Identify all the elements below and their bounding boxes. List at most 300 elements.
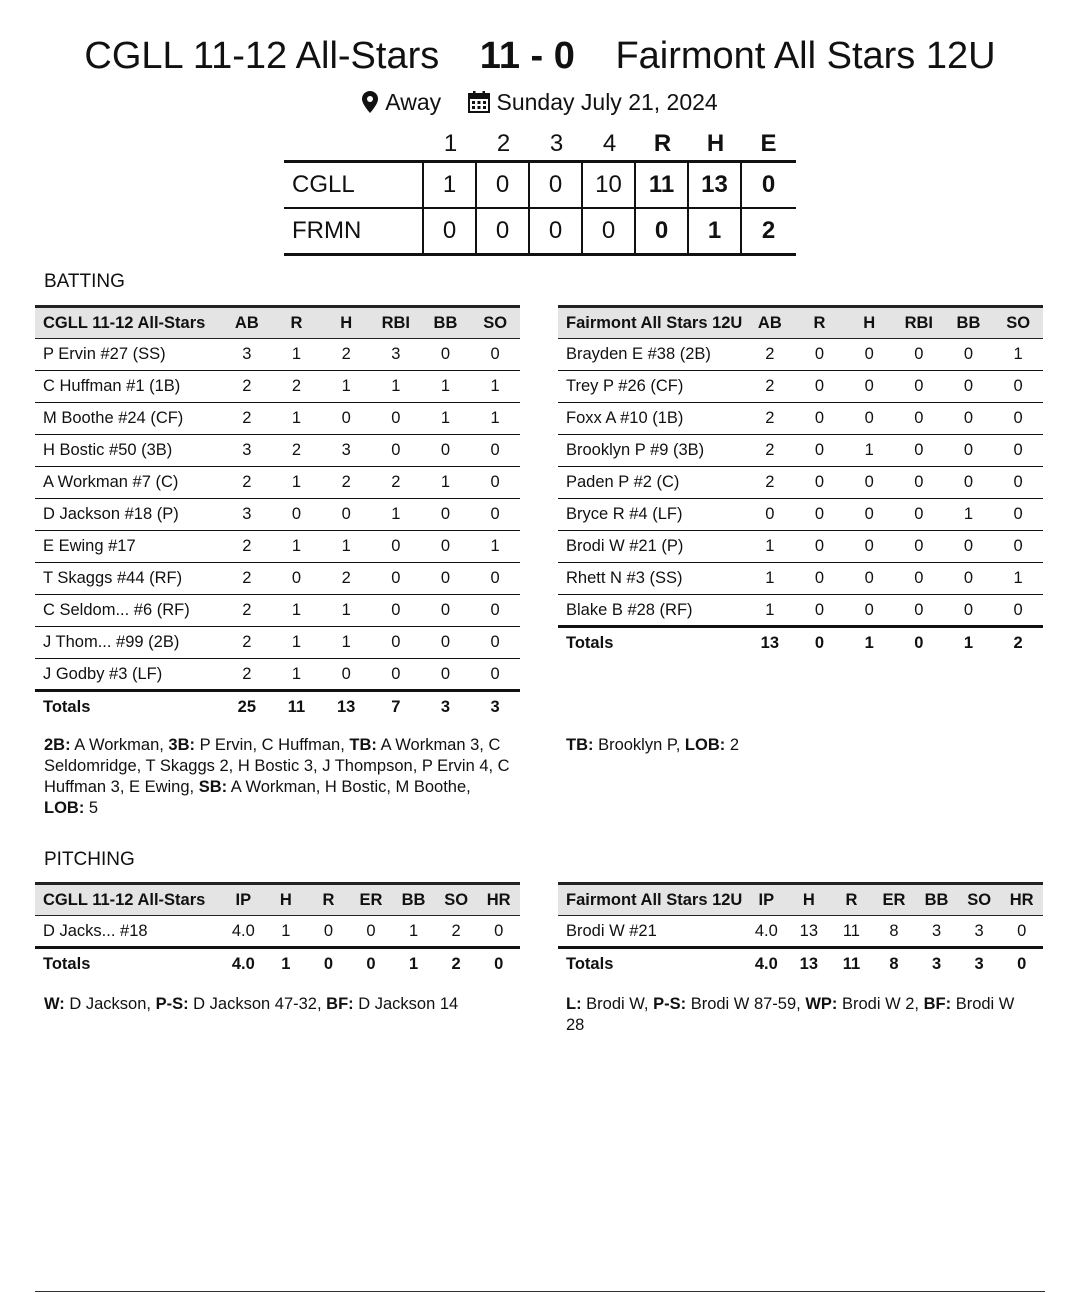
stat-cell: 0 — [391, 633, 401, 651]
table-row — [35, 595, 520, 627]
stat-cell: 1 — [341, 537, 351, 555]
table-header-row — [558, 884, 1043, 916]
batting-notes-away — [566, 735, 1036, 756]
batting-section-title: BATTING — [44, 271, 125, 292]
total-cell: 0 — [366, 955, 376, 974]
stat-cell: 0 — [814, 537, 825, 555]
table-row — [558, 563, 1043, 595]
stat-cell: 0 — [440, 441, 451, 459]
stat-cell: 0 — [914, 345, 924, 363]
stat-cell: 1 — [291, 633, 302, 651]
pitching-notes-away — [566, 994, 1036, 1036]
total-cell: 1 — [408, 955, 419, 974]
player-name: Brayden E #38 (2B) — [566, 345, 711, 363]
hits-header: H — [706, 130, 725, 157]
stat-cell: 1 — [490, 409, 500, 427]
column-header: SO — [958, 884, 1001, 916]
stat-cell: 1 — [341, 633, 351, 651]
stat-cell: 1 — [291, 537, 302, 555]
stat-cell: 2 — [765, 345, 775, 363]
note-text: Brodi W 28 — [566, 995, 1015, 1034]
stat-cell: 2 — [291, 441, 302, 459]
total-cell: 11 — [842, 955, 861, 974]
stat-cell: 2 — [451, 921, 461, 940]
note-label: BF: — [923, 995, 952, 1013]
column-header: BB — [392, 884, 435, 916]
note-text: A Workman, H Bostic, M Boothe, — [227, 778, 471, 796]
note-label: P-S: — [155, 995, 189, 1013]
stat-cell: 0 — [1013, 600, 1023, 619]
stat-cell: 1 — [291, 664, 302, 683]
player-name: H Bostic #50 (3B) — [43, 441, 173, 459]
note-label: P-S: — [653, 995, 687, 1013]
stat-cell: 2 — [242, 601, 252, 619]
player-name: M Boothe #24 (CF) — [43, 409, 184, 427]
stat-cell: 1 — [864, 441, 874, 459]
errors-total: 2 — [761, 217, 776, 244]
stat-cell: 0 — [864, 505, 874, 523]
inning-header: 4 — [602, 130, 617, 157]
stat-cell: 0 — [814, 409, 825, 427]
line-score — [284, 128, 796, 256]
table-row — [558, 339, 1043, 371]
column-header: BB — [915, 884, 958, 916]
stat-cell: 13 — [799, 921, 819, 940]
note-text: 5 — [84, 799, 99, 817]
stat-cell: 0 — [864, 473, 874, 491]
total-cell: 0 — [1017, 955, 1027, 974]
total-cell: 2 — [451, 955, 461, 974]
pitching-table-home — [35, 882, 520, 981]
table-row — [35, 499, 520, 531]
stat-cell: 0 — [490, 569, 500, 587]
stat-cell: 2 — [341, 569, 351, 587]
stat-cell: 1 — [391, 505, 401, 523]
home-team-name: CGLL 11-12 All-Stars — [84, 35, 440, 77]
total-cell: 13 — [760, 634, 780, 653]
runs-total: 0 — [636, 209, 689, 253]
column-header: RBI — [371, 307, 421, 339]
inning-score: 0 — [530, 163, 583, 207]
note-label: WP: — [805, 995, 838, 1013]
player-name: J Thom... #99 (2B) — [43, 633, 180, 651]
column-header: BB — [944, 307, 994, 339]
inning-header: 3 — [549, 130, 564, 157]
stat-cell: 0 — [914, 441, 924, 459]
stat-cell: 1 — [1013, 345, 1023, 363]
note-text: P Ervin, C Huffman, — [195, 736, 350, 754]
table-row — [35, 371, 520, 403]
stat-cell: 1 — [440, 473, 451, 491]
stat-cell: 2 — [391, 473, 401, 491]
stat-cell: 0 — [963, 569, 974, 587]
stat-cell: 2 — [291, 377, 302, 395]
player-name: Blake B #28 (RF) — [566, 600, 693, 619]
stat-cell: 4.0 — [231, 921, 255, 940]
stat-cell: 2 — [765, 441, 775, 459]
player-name: Bryce R #4 (LF) — [566, 505, 683, 523]
stat-cell: 0 — [490, 601, 500, 619]
stat-cell: 1 — [291, 473, 302, 491]
stat-cell: 1 — [490, 537, 500, 555]
table-row — [558, 499, 1043, 531]
note-label: TB: — [566, 736, 594, 754]
stat-cell: 0 — [1013, 441, 1023, 459]
stat-cell: 0 — [914, 377, 924, 395]
table-row — [35, 403, 520, 435]
total-cell: 13 — [799, 955, 819, 974]
runs-total: 11 — [636, 163, 689, 207]
errors-total: 0 — [761, 171, 776, 198]
note-label: 3B: — [168, 736, 196, 754]
stat-cell: 0 — [914, 409, 924, 427]
note-label: TB: — [349, 736, 377, 754]
column-header: H — [321, 307, 371, 339]
stat-cell: 1 — [291, 601, 302, 619]
player-name: C Huffman #1 (1B) — [43, 377, 181, 395]
note-text: 2 — [725, 736, 740, 754]
note-label: W: — [44, 995, 65, 1013]
stat-cell: 3 — [391, 345, 401, 363]
stat-cell: 0 — [490, 473, 500, 491]
total-cell: 8 — [889, 955, 899, 974]
stat-cell: 0 — [391, 601, 401, 619]
stat-cell: 0 — [864, 600, 874, 619]
stat-cell: 0 — [490, 664, 500, 683]
stat-cell: 1 — [490, 377, 500, 395]
stat-cell: 0 — [490, 505, 500, 523]
note-text: D Jackson 47-32, — [188, 995, 327, 1013]
player-name: A Workman #7 (C) — [43, 473, 179, 491]
column-header: H — [788, 884, 831, 916]
stat-cell: 0 — [440, 664, 451, 683]
game-title — [0, 30, 1080, 82]
stat-cell: 0 — [391, 664, 401, 683]
stat-cell: 0 — [1013, 505, 1023, 523]
player-name: E Ewing #17 — [43, 537, 136, 555]
line-score-team: CGLL — [284, 163, 424, 207]
player-name: Brodi W #21 (P) — [566, 537, 684, 555]
inning-header: 2 — [496, 130, 511, 157]
stat-cell: 0 — [765, 505, 775, 523]
total-cell: 0 — [323, 955, 334, 974]
stat-cell: 2 — [765, 473, 775, 491]
table-header-row — [35, 307, 520, 339]
hits-total: 13 — [689, 163, 742, 207]
table-row — [35, 435, 520, 467]
totals-label: Totals — [566, 634, 614, 653]
total-cell: 3 — [931, 955, 942, 974]
pitching-table-away — [558, 882, 1043, 981]
table-row — [558, 371, 1043, 403]
column-header: SO — [993, 307, 1043, 339]
note-label: L: — [566, 995, 582, 1013]
total-cell: 4.0 — [754, 955, 778, 974]
batting-notes-home — [44, 735, 514, 819]
stat-cell: 0 — [814, 569, 825, 587]
date-label: Sunday July 21, 2024 — [496, 89, 718, 115]
stat-cell: 0 — [814, 505, 825, 523]
stat-cell: 0 — [341, 409, 351, 427]
stat-cell: 0 — [963, 377, 974, 395]
hits-total: 1 — [689, 209, 742, 253]
stat-cell: 0 — [963, 345, 974, 363]
total-cell: 0 — [914, 634, 924, 653]
stat-cell: 11 — [842, 921, 860, 940]
player-name: C Seldom... #6 (RF) — [43, 601, 190, 619]
table-row — [35, 916, 520, 948]
column-header: R — [272, 307, 322, 339]
player-name: Brooklyn P #9 (3B) — [566, 441, 705, 459]
errors-header: E — [760, 130, 777, 157]
totals-label: Totals — [43, 698, 91, 717]
player-name: P Ervin #27 (SS) — [43, 345, 166, 363]
stat-cell: 4.0 — [754, 921, 778, 940]
stat-cell: 0 — [864, 409, 874, 427]
stat-cell: 2 — [341, 345, 351, 363]
stat-cell: 3 — [931, 921, 942, 940]
note-text: Brodi W 2, — [837, 995, 924, 1013]
stat-cell: 1 — [341, 601, 351, 619]
note-text: Brooklyn P, — [593, 736, 685, 754]
total-cell: 25 — [237, 698, 257, 717]
stat-cell: 0 — [391, 441, 401, 459]
team-name-header: Fairmont All Stars 12U — [558, 307, 745, 339]
stat-cell: 0 — [963, 473, 974, 491]
stat-cell: 0 — [864, 537, 874, 555]
table-row — [35, 467, 520, 499]
stat-cell: 0 — [814, 600, 825, 619]
table-row — [558, 467, 1043, 499]
note-label: BF: — [326, 995, 354, 1013]
stat-cell: 0 — [291, 569, 302, 587]
stat-cell: 0 — [963, 600, 974, 619]
stat-cell: 0 — [1013, 409, 1023, 427]
game-meta — [0, 86, 1080, 121]
player-name: D Jacks... #18 — [43, 921, 148, 940]
column-header: HR — [477, 884, 520, 916]
column-header: H — [844, 307, 894, 339]
player-name: Foxx A #10 (1B) — [566, 409, 684, 427]
stat-cell: 0 — [490, 633, 500, 651]
stat-cell: 2 — [242, 633, 252, 651]
table-row — [35, 531, 520, 563]
stat-cell: 0 — [963, 537, 974, 555]
inning-score: 0 — [583, 209, 636, 253]
stat-cell: 0 — [440, 633, 451, 651]
stat-cell: 1 — [765, 600, 775, 619]
team-name-header: CGLL 11-12 All-Stars — [35, 884, 222, 916]
totals-row — [35, 691, 520, 724]
runs-header: R — [653, 130, 672, 157]
stat-cell: 0 — [1017, 921, 1027, 940]
total-cell: 1 — [281, 955, 291, 974]
line-score-team: FRMN — [284, 209, 424, 253]
table-row — [35, 627, 520, 659]
stat-cell: 0 — [341, 664, 351, 683]
batting-table-away — [558, 305, 1043, 660]
player-name: Paden P #2 (C) — [566, 473, 680, 491]
player-name: J Godby #3 (LF) — [43, 664, 163, 683]
totals-label: Totals — [566, 955, 614, 974]
stat-cell: 0 — [440, 345, 451, 363]
table-header-row — [558, 307, 1043, 339]
stat-cell: 1 — [291, 345, 302, 363]
note-label: SB: — [198, 778, 228, 796]
pitching-section-title: PITCHING — [44, 849, 135, 870]
stat-cell: 2 — [765, 409, 775, 427]
column-header: RBI — [894, 307, 944, 339]
note-label: 2B: — [44, 736, 71, 754]
stat-cell: 0 — [291, 505, 302, 523]
stat-cell: 2 — [341, 473, 351, 491]
stat-cell: 2 — [242, 377, 252, 395]
column-header: R — [307, 884, 350, 916]
team-name-header: CGLL 11-12 All-Stars — [35, 307, 222, 339]
player-name: D Jackson #18 (P) — [43, 505, 179, 523]
column-header: HR — [1000, 884, 1043, 916]
stat-cell: 0 — [914, 600, 924, 619]
total-cell: 4.0 — [231, 955, 255, 974]
column-header: SO — [435, 884, 478, 916]
total-cell: 0 — [814, 634, 825, 653]
stat-cell: 1 — [341, 377, 351, 395]
stat-cell: 0 — [490, 441, 500, 459]
stat-cell: 1 — [1013, 569, 1023, 587]
stat-cell: 2 — [242, 473, 252, 491]
stat-cell: 1 — [291, 409, 302, 427]
column-header: IP — [222, 884, 265, 916]
stat-cell: 1 — [765, 569, 775, 587]
stat-cell: 0 — [440, 601, 451, 619]
stat-cell: 0 — [494, 921, 504, 940]
stat-cell: 3 — [242, 345, 252, 363]
stat-cell: 0 — [440, 505, 451, 523]
note-text: A Workman 3, C Seldomridge, T Skaggs 2, H Bostic 3, J Thompson, P Ervin 4, C Huffman 3, E Ewing, — [44, 736, 510, 796]
stat-cell: 1 — [440, 409, 451, 427]
table-row — [558, 403, 1043, 435]
totals-label: Totals — [43, 955, 91, 974]
line-score-row — [284, 163, 796, 209]
note-text: A Workman, — [70, 736, 169, 754]
bottom-divider — [35, 1291, 1045, 1292]
note-text: Brodi W 87-59, — [686, 995, 806, 1013]
stat-cell: 3 — [341, 441, 351, 459]
inning-score: 0 — [530, 209, 583, 253]
totals-row — [558, 948, 1043, 981]
inning-score: 1 — [424, 163, 477, 207]
line-score-row — [284, 209, 796, 256]
table-row — [558, 916, 1043, 948]
stat-cell: 0 — [914, 537, 924, 555]
stat-cell: 0 — [914, 505, 924, 523]
column-header: ER — [350, 884, 393, 916]
stat-cell: 8 — [889, 921, 899, 940]
stat-cell: 1 — [963, 505, 974, 523]
inning-score: 0 — [477, 209, 530, 253]
table-row — [558, 435, 1043, 467]
stat-cell: 0 — [490, 345, 500, 363]
stat-cell: 3 — [974, 921, 984, 940]
total-cell: 1 — [963, 634, 974, 653]
stat-cell: 1 — [765, 537, 775, 555]
stat-cell: 0 — [914, 473, 924, 491]
column-header: ER — [873, 884, 916, 916]
total-cell: 7 — [391, 698, 401, 717]
location — [362, 86, 441, 118]
pitching-notes-home — [44, 994, 514, 1015]
table-row — [558, 595, 1043, 627]
column-header: R — [795, 307, 845, 339]
stat-cell: 0 — [391, 569, 401, 587]
stat-cell: 0 — [814, 377, 825, 395]
player-name: T Skaggs #44 (RF) — [43, 569, 183, 587]
player-name: Brodi W #21 — [566, 921, 657, 940]
stat-cell: 0 — [391, 409, 401, 427]
table-row — [558, 531, 1043, 563]
away-team-name: Fairmont All Stars 12U — [615, 35, 996, 77]
stat-cell: 1 — [391, 377, 401, 395]
table-row — [35, 659, 520, 691]
batting-table-home — [35, 305, 520, 724]
total-cell: 1 — [864, 634, 874, 653]
stat-cell: 0 — [323, 921, 334, 940]
total-cell: 2 — [1013, 634, 1023, 653]
note-text: D Jackson, — [64, 995, 156, 1013]
stat-cell: 0 — [963, 409, 974, 427]
inning-score: 0 — [477, 163, 530, 207]
inning-score: 0 — [424, 209, 477, 253]
stat-cell: 0 — [1013, 537, 1023, 555]
date — [468, 86, 718, 118]
stat-cell: 0 — [391, 537, 401, 555]
totals-row — [558, 627, 1043, 660]
note-label: LOB: — [684, 736, 726, 754]
totals-row — [35, 948, 520, 981]
column-header: IP — [745, 884, 788, 916]
map-pin-icon — [362, 91, 378, 113]
stat-cell: 2 — [242, 409, 252, 427]
column-header: R — [830, 884, 873, 916]
total-cell: 13 — [336, 698, 356, 717]
column-header: H — [265, 884, 308, 916]
stat-cell: 0 — [440, 537, 451, 555]
total-cell: 3 — [490, 698, 500, 717]
stat-cell: 3 — [242, 441, 252, 459]
stat-cell: 2 — [765, 377, 775, 395]
column-header: BB — [421, 307, 471, 339]
final-score: 11 - 0 — [479, 35, 575, 77]
stat-cell: 0 — [1013, 377, 1023, 395]
stat-cell: 0 — [814, 473, 825, 491]
note-text: Brodi W, — [581, 995, 654, 1013]
team-name-header: Fairmont All Stars 12U — [558, 884, 745, 916]
stat-cell: 1 — [281, 921, 291, 940]
player-name: Trey P #26 (CF) — [566, 377, 684, 395]
calendar-icon — [468, 91, 490, 113]
stat-cell: 0 — [814, 345, 825, 363]
inning-header: 1 — [443, 130, 458, 157]
stat-cell: 2 — [242, 537, 252, 555]
inning-score: 10 — [583, 163, 636, 207]
location-label: Away — [385, 89, 442, 115]
stat-cell: 2 — [242, 569, 252, 587]
stat-cell: 0 — [341, 505, 351, 523]
total-cell: 0 — [494, 955, 504, 974]
column-header: AB — [222, 307, 272, 339]
total-cell: 11 — [287, 698, 306, 717]
stat-cell: 0 — [864, 345, 874, 363]
